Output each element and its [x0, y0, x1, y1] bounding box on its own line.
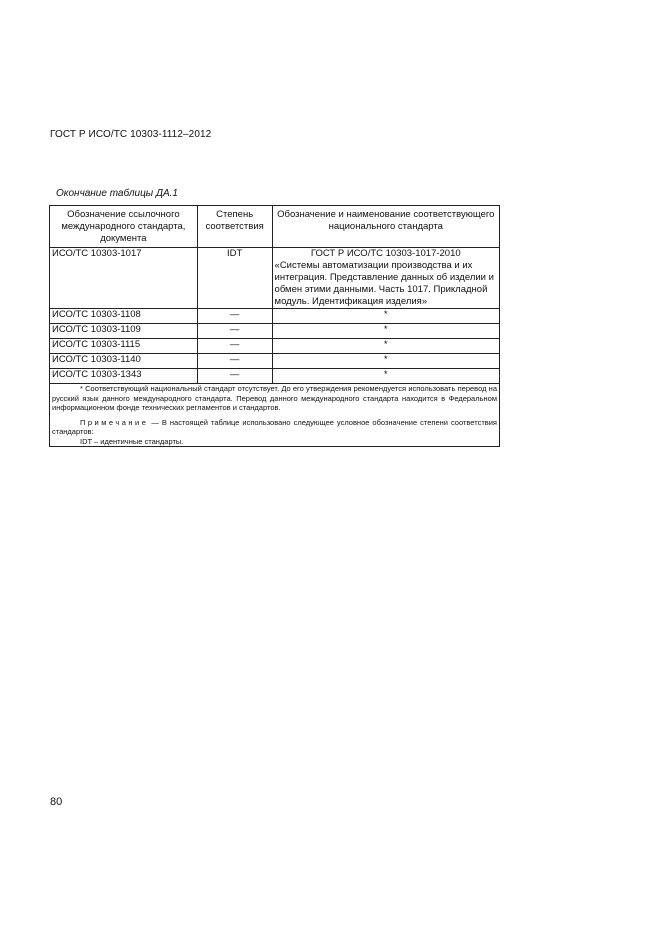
- cell-international-ref: ИСО/ТС 10303-1108: [50, 309, 198, 324]
- cell-national: *: [272, 309, 499, 324]
- table-notes-cell: [50, 384, 500, 447]
- cell-international-ref: ИСО/ТС 10303-1115: [50, 339, 198, 354]
- cell-international-ref: ИСО/ТС 10303-1017: [50, 248, 198, 309]
- cell-degree: —: [197, 309, 272, 324]
- note-item: IDT – идентичные стандарты.: [80, 436, 184, 446]
- cell-international-ref: ИСО/ТС 10303-1140: [50, 354, 198, 369]
- table-footnote: * Соответствующий национальный стандарт отсутствует. До его утверждения рекомендуется использовать перевод на русский язык данного международного стандарта. Перевод данного международного стандарта находится в Федеральном информационном фонде технических регламентов и стандартов.: [52, 384, 497, 412]
- cell-national: *: [272, 324, 499, 339]
- cell-international-ref: ИСО/ТС 10303-1343: [50, 369, 198, 384]
- table-row: [50, 354, 500, 369]
- note-text: — В настоящей таблице использовано следующее условное обозначение степени соответствия стандартов:: [52, 417, 497, 436]
- document-header: ГОСТ Р ИСО/ТС 10303-1112–2012: [50, 129, 212, 140]
- reference-table: [49, 205, 500, 447]
- table-header-row: [50, 206, 500, 248]
- column-header-degree: Степень соответствия: [197, 206, 272, 248]
- table-notes-row: [50, 384, 500, 447]
- cell-national: *: [272, 369, 499, 384]
- column-header-international: Обозначение ссылочного международного стандарта, документа: [50, 206, 198, 248]
- cell-degree: —: [197, 369, 272, 384]
- column-header-national: Обозначение и наименование соответствующего национального стандарта: [272, 206, 499, 248]
- page-number: 80: [50, 796, 63, 808]
- table-row: [50, 248, 500, 309]
- note-label: Примечание: [80, 417, 149, 427]
- cell-degree: —: [197, 339, 272, 354]
- table-note: [52, 418, 497, 437]
- cell-degree: IDT: [197, 248, 272, 309]
- table-row: [50, 369, 500, 384]
- table-row: [50, 324, 500, 339]
- cell-national: [272, 248, 499, 309]
- national-standard-name: «Системы автоматизации производства и их интеграция. Представление данных об изделии и обмен этими данными. Часть 1017. Прикладной модуль. Идентификация изделия»: [274, 260, 494, 307]
- cell-degree: —: [197, 354, 272, 369]
- cell-national: *: [272, 339, 499, 354]
- table-caption: Окончание таблицы ДА.1: [56, 188, 178, 199]
- national-standard-id: ГОСТ Р ИСО/ТС 10303-1017-2010: [310, 248, 461, 259]
- cell-degree: —: [197, 324, 272, 339]
- table-row: [50, 309, 500, 324]
- table-row: [50, 339, 500, 354]
- cell-national: *: [272, 354, 499, 369]
- cell-international-ref: ИСО/ТС 10303-1109: [50, 324, 198, 339]
